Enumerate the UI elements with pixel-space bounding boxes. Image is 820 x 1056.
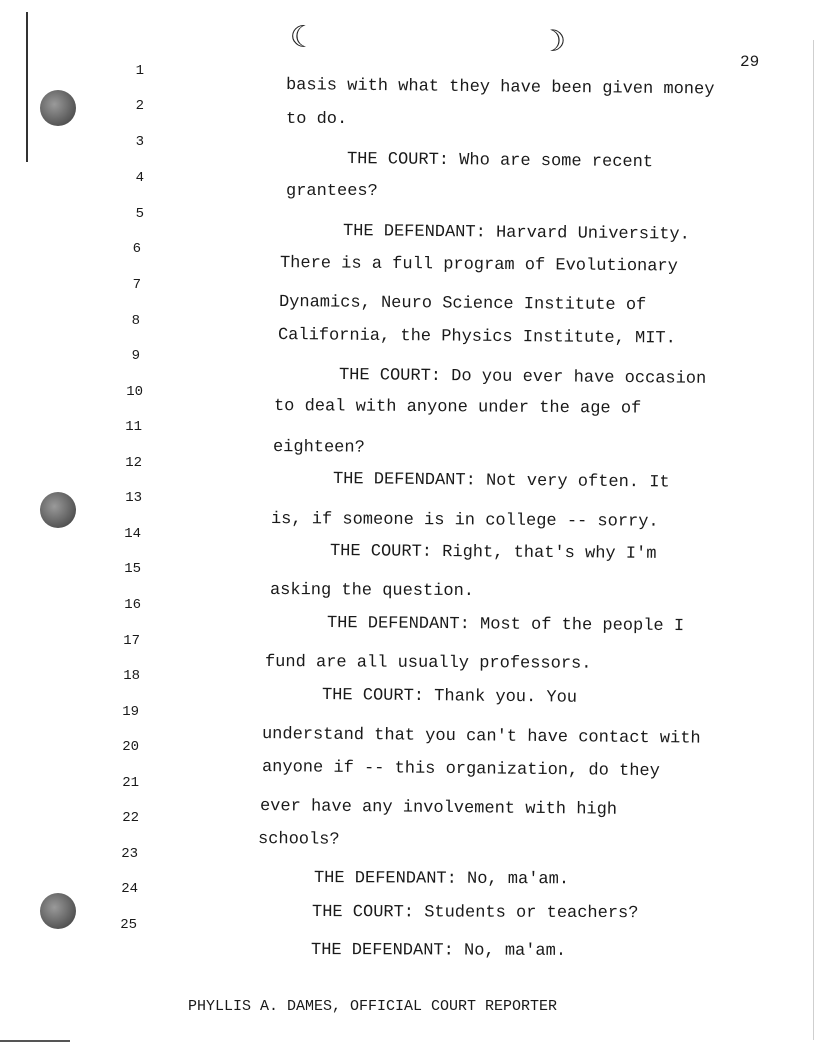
transcript-line: basis with what they have been given money bbox=[285, 76, 715, 100]
line-number: 17 bbox=[123, 633, 140, 649]
punch-hole-icon bbox=[40, 90, 76, 126]
left-margin-rule bbox=[26, 12, 28, 162]
line-number: 24 bbox=[121, 881, 138, 897]
line-number: 11 bbox=[125, 419, 142, 435]
transcript-line: THE DEFENDANT: No, ma'am. bbox=[313, 869, 570, 890]
line-number: 16 bbox=[124, 597, 141, 613]
line-number: 6 bbox=[132, 241, 141, 257]
line-number: 7 bbox=[132, 277, 141, 293]
line-number: 13 bbox=[125, 490, 142, 506]
page-number: 29 bbox=[740, 53, 760, 71]
transcript-line: THE COURT: Do you ever have occasion bbox=[338, 366, 707, 389]
transcript-line: California, the Physics Institute, MIT. bbox=[277, 326, 676, 349]
line-number: 4 bbox=[135, 170, 144, 186]
transcript-line: to deal with anyone under the age of bbox=[273, 397, 642, 419]
line-number: 21 bbox=[122, 775, 139, 791]
line-number: 23 bbox=[121, 846, 138, 862]
staple-mark-icon: ☽ bbox=[548, 27, 567, 61]
line-number: 1 bbox=[135, 63, 144, 79]
transcript-line: asking the question. bbox=[269, 581, 475, 602]
line-number: 14 bbox=[124, 526, 141, 542]
transcript-line: THE DEFENDANT: No, ma'am. bbox=[310, 941, 567, 961]
line-number: 25 bbox=[120, 917, 137, 933]
transcript-line: THE COURT: Who are some recent bbox=[346, 150, 654, 173]
staple-mark-icon: ☾ bbox=[290, 23, 309, 57]
court-reporter-footer: PHYLLIS A. DAMES, OFFICIAL COURT REPORTER bbox=[188, 998, 558, 1015]
transcript-line: Dynamics, Neuro Science Institute of bbox=[278, 293, 647, 316]
transcript-line: understand that you can't have contact with bbox=[261, 725, 701, 749]
line-number: 10 bbox=[126, 384, 143, 400]
transcript-line: grantees? bbox=[286, 182, 378, 201]
transcript-line: THE COURT: Thank you. You bbox=[321, 686, 578, 708]
line-number: 19 bbox=[122, 704, 139, 720]
line-number: 3 bbox=[135, 134, 144, 150]
transcript-line: There is a full program of Evolutionary bbox=[279, 254, 678, 277]
transcript-line: fund are all usually professors. bbox=[264, 653, 592, 674]
transcript-line: THE COURT: Students or teachers? bbox=[311, 903, 639, 924]
punch-hole-icon bbox=[40, 893, 76, 929]
line-number: 15 bbox=[124, 561, 141, 577]
line-number: 20 bbox=[122, 739, 139, 755]
transcript-line: to do. bbox=[286, 110, 348, 129]
transcript-line: THE DEFENDANT: Harvard University. bbox=[342, 222, 690, 245]
line-number: 2 bbox=[135, 98, 144, 114]
line-number: 12 bbox=[125, 455, 142, 471]
transcript-line: schools? bbox=[257, 830, 340, 850]
line-number: 9 bbox=[131, 348, 140, 364]
line-number: 5 bbox=[135, 206, 144, 222]
transcript-line: THE DEFENDANT: Most of the people I bbox=[326, 614, 685, 637]
transcript-line: THE DEFENDANT: Not very often. It bbox=[332, 470, 670, 493]
transcript-line: anyone if -- this organization, do they bbox=[261, 758, 660, 782]
transcript-line: eighteen? bbox=[272, 438, 365, 458]
line-number: 22 bbox=[122, 810, 139, 826]
right-margin-rule bbox=[813, 40, 814, 1040]
line-number: 18 bbox=[123, 668, 140, 684]
line-number: 8 bbox=[131, 313, 140, 329]
transcript-line: is, if someone is in college -- sorry. bbox=[270, 510, 659, 532]
transcript-line: THE COURT: Right, that's why I'm bbox=[329, 542, 657, 564]
punch-hole-icon bbox=[40, 492, 76, 528]
bottom-edge-mark bbox=[0, 1040, 70, 1042]
transcript-line: ever have any involvement with high bbox=[259, 797, 618, 820]
